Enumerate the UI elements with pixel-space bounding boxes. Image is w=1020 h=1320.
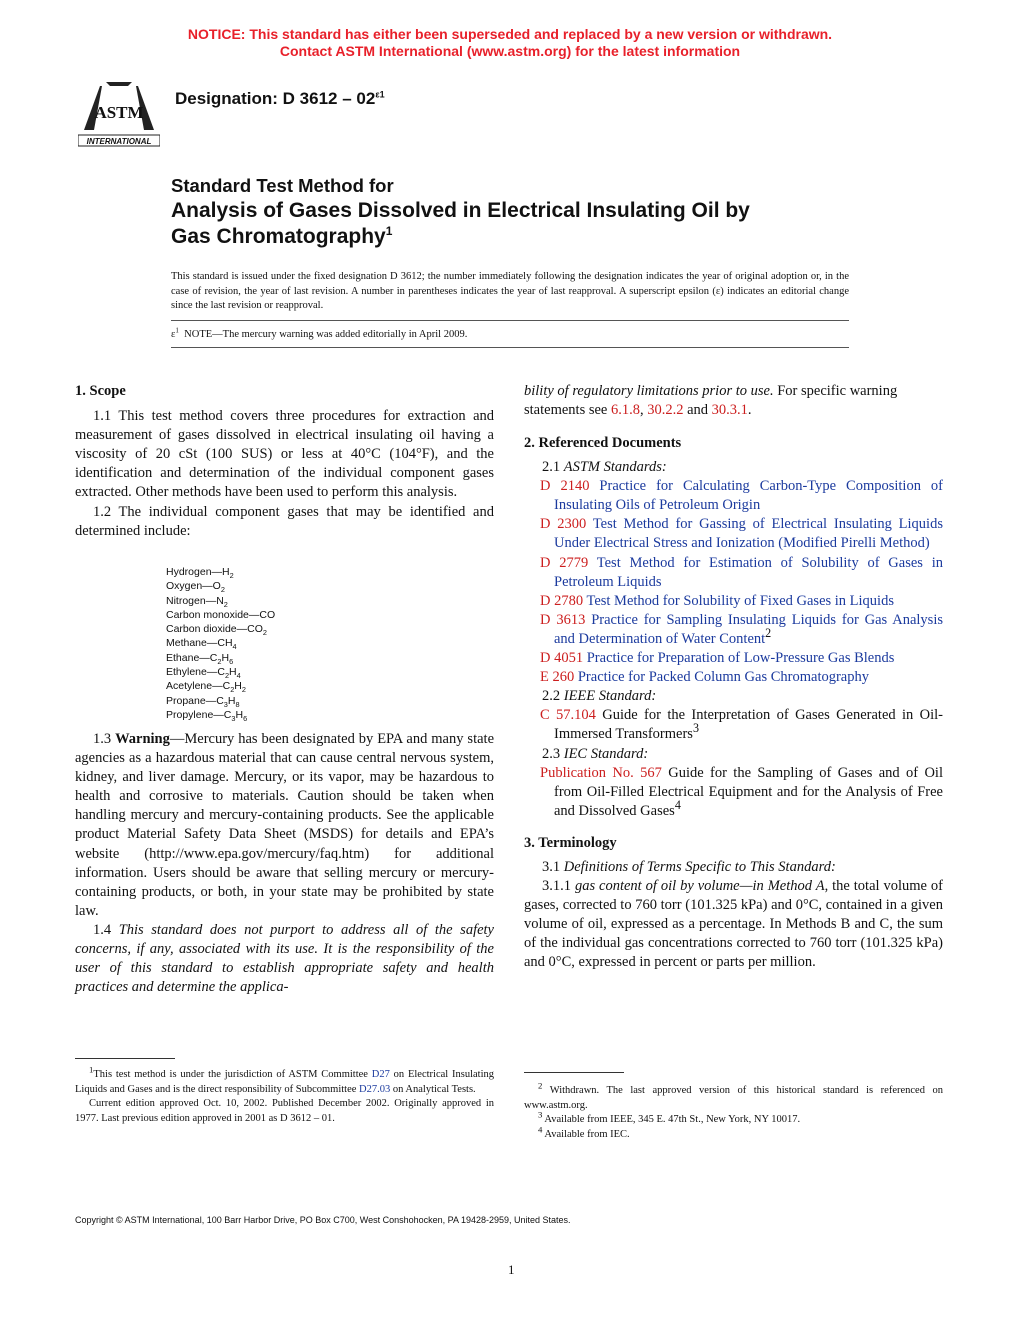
scope-heading: 1. Scope (75, 383, 126, 399)
reference-item (540, 592, 943, 611)
issued-statement: This standard is issued under the fixed designation D 3612; the number immediately following the designation indicates the year of original adoption or, in the case of revision, the year of last revision. A number in parentheses indicates the year of last reapproval. A superscript epsilon (ε) indicates an editorial change since the last revision or reapproval. (171, 271, 849, 312)
scope-1-4: 1.4 This standard does not purport to address all of the safety concerns, if any, associated with its use. It is the responsibility of the user of this standard to establish appropriate safety and health practices and determine the applica- (75, 921, 494, 996)
reference-item (540, 515, 943, 553)
footnote-1: $^1$This test method is under the jurisdiction of ASTM Committee D27 on Electrical Insulating Liquids and Gases and is the direct responsibility of Subcommittee D27.03 on Analytical Tests. (75, 1064, 494, 1095)
scope-1-3: 1.3 Warning—Mercury has been designated by EPA and many state agencies as a hazardous material that can cause central nervous system, kidney, and liver damage. Mercury, or its vapor, may be hazardous to health and corrosive to materials. Caution should be taken when handling mercury and mercury-containing products. See the applicable product Material Safety Data Sheet (MSDS) for details and EPA’s website (http://www.epa.gov/mercury/faq.htm) for additional information. Users should be aware that selling mercury or mercury-containing products, or both, in your state may be prohibited by state law. (75, 731, 495, 919)
note-epsilon: ε (171, 329, 176, 340)
reference-code-link[interactable]: D 2140 (540, 478, 590, 495)
logo-subtitle: INTERNATIONAL (86, 137, 152, 146)
reference-item: Publication No. 567 Guide for the Sampling of Gases and of Oil from Oil-Filled Electrical Equipment and for the Analysis of Free and Dissolved Gases$^4$ (540, 764, 943, 819)
scope-1-4-tail: bility of regulatory limitations prior to use. For specific warning statements see 6.1.8, 30.2.2 and 30.3.1. (524, 382, 943, 420)
gas-list (166, 565, 275, 722)
reference-title-link[interactable]: Practice for Sampling Insulating Liquids for Gas Analysis and Determination of Water Content (554, 611, 943, 647)
gas-item: $Propane—C_3H_8$ (166, 694, 240, 709)
notice-line-2: Contact ASTM International (www.astm.org) for the latest information (279, 43, 741, 59)
reference-title-link[interactable]: Practice for Preparation of Low-Pressure Gas Blends (586, 650, 895, 667)
title-line-1: Standard Test Method for (171, 175, 394, 196)
footnote-rule-left (75, 1058, 175, 1059)
gas-item: $Ethylene—C_2H_4$ (166, 666, 241, 681)
note-label: NOTE (184, 329, 213, 340)
editorial-note (171, 326, 468, 340)
copyright: Copyright © ASTM International, 100 Barr Harbor Drive, PO Box C700, West Conshohocken, PA 19428-2959, United States. (75, 1215, 571, 1225)
divider-bottom (171, 347, 849, 348)
footnote-rule-right (524, 1072, 624, 1073)
reference-item (540, 477, 943, 515)
scope-section (75, 382, 494, 541)
footnote-3: $^3$ Available from IEEE, 345 E. 47th St., New York, NY 10017. (538, 1109, 801, 1125)
gas-item: $Methane—CH_4$ (166, 637, 237, 652)
iec-standard-subheading: 2.3 IEC Standard: (542, 745, 649, 762)
reference-code-link[interactable]: C 57.104 (540, 707, 596, 724)
gas-item: Carbon $dioxide—CO_2$ (166, 623, 267, 638)
designation (175, 89, 385, 109)
reference-title-link[interactable]: Test Method for Estimation of Solubility of Gases in Petroleum Liquids (554, 554, 943, 590)
note-epsilon-sup: 1 (175, 326, 179, 335)
reference-item (540, 649, 943, 668)
reference-title-link[interactable]: Practice for Packed Column Gas Chromatography (577, 669, 869, 686)
scope-section-continued (75, 730, 494, 997)
note-text: —The mercury warning was added editorially in April 2009. (212, 329, 468, 340)
warning-ref-link[interactable]: 6.1.8 (610, 402, 640, 419)
gas-item: $Oxygen—O_2$ (166, 580, 225, 595)
reference-title-link[interactable]: Test Method for Solubility of Fixed Gases in Liquids (586, 592, 894, 609)
gas-item: $Nitrogen—N_2$ (166, 594, 228, 609)
footnote-4: $^4$ Available from IEC. (538, 1124, 630, 1140)
committee-link[interactable]: D27 (371, 1069, 390, 1080)
scope-1-1: 1.1 This test method covers three procedures for extraction and measurement of gases dissolved in electrical insulating oil having a viscosity of 20 cSt (100 SUS) or less at 40°C (104°F), and the identification and determination of the individual component gases extracted. Other methods have been used to perform this analysis. (75, 408, 494, 501)
terminology-heading: 3. Terminology (524, 834, 617, 851)
gas-item: $Propylene—C_3H_6$ (166, 708, 248, 724)
right-column (524, 382, 943, 973)
footnotes-right (524, 1080, 943, 1142)
title-main (171, 198, 871, 250)
gas-item: $Ethane—C_2H_6$ (166, 651, 234, 666)
subcommittee-link[interactable]: D27.03 (359, 1083, 391, 1095)
reference-code-link[interactable]: D 2779 (540, 554, 589, 571)
scope-1-2: 1.2 The individual component gases that may be identified and determined include: (75, 503, 494, 539)
footnote-2: $^2$ Withdrawn. The last approved version of this historical standard is referenced on www.astm.org. (524, 1080, 943, 1111)
ieee-standard-subheading: 2.2 IEEE Standard: (542, 688, 657, 705)
notice-line-1: NOTICE: This standard has either been superseded and replaced by a new version or withdrawn. (187, 26, 833, 42)
title-line-2: Analysis of Gases Dissolved in Electrical Insulating Oil by (171, 199, 750, 222)
footnotes-left (75, 1064, 494, 1126)
terminology-3-1: 3.1 Definitions of Terms Specific to This Standard: (542, 858, 836, 875)
reference-code-link[interactable]: D 2780 (540, 592, 584, 609)
title-line-3: Gas Chromatography (171, 225, 386, 248)
reference-code-link[interactable]: E 260 (540, 669, 575, 686)
logo-letters: ASTM (94, 103, 144, 122)
reference-code-link[interactable]: D 2300 (540, 516, 587, 533)
terminology-3-1-1: 3.1.1 gas content of oil by volume—in Method A, the total volume of gases, corrected to 760 torr (101.325 kPa) and 0°C, contained in a given volume of oil, expressed as a percentage. In Methods B and C, the sum of the individual gas concentrations corrected to 760 torr (101.325 kPa) and 0°C, expressed in percent or parts per million. (524, 878, 944, 971)
gas-item: Carbon monoxide—CO (166, 608, 276, 621)
references-heading: 2. Referenced Documents (524, 435, 682, 451)
withdrawal-notice (0, 26, 1020, 60)
reference-code-link[interactable]: Publication No. 567 (540, 764, 662, 781)
reference-item: D 3613 Practice for Sampling Insulating Liquids for Gas Analysis and Determination of Water Content$^2$ (540, 611, 943, 647)
warning-ref-link[interactable]: 30.2.2 (647, 402, 684, 419)
gas-item: $Acetylene—C_2H_2$ (166, 680, 246, 695)
reference-code-link[interactable]: D 4051 (540, 650, 584, 667)
reference-item (540, 554, 943, 592)
divider-top (171, 320, 849, 321)
title-footnote-mark: 1 (385, 224, 393, 238)
warning-ref-link[interactable]: 30.3.1 (711, 402, 748, 419)
reference-title-link[interactable]: Practice for Calculating Carbon-Type Composition of Insulating Oils of Petroleum Origin (554, 478, 943, 514)
designation-superscript: ε1 (375, 89, 385, 100)
reference-code-link[interactable]: D 3613 (540, 611, 586, 628)
astm-standards-subheading: 2.1 ASTM Standards: (542, 459, 667, 476)
astm-logo (78, 78, 160, 150)
footnote-1-edition: Current edition approved Oct. 10, 2002. Published December 2002. Originally approved in 1977. Last previous edition approved in 2001 as D 3612 – 01. (75, 1098, 494, 1124)
reference-item: C 57.104 Guide for the Interpretation of Gases Generated in Oil-Immersed Transformers$^3$ (540, 707, 943, 743)
reference-item (540, 668, 943, 687)
designation-label: Designation: D 3612 – 02 (175, 89, 376, 108)
page-number: 1 (508, 1262, 515, 1277)
reference-title-link[interactable]: Test Method for Gassing of Electrical Insulating Liquids Under Electrical Stress and Ionization (Modified Pirelli Method) (554, 516, 943, 552)
gas-item: $Hydrogen—H_2$ (166, 566, 234, 581)
